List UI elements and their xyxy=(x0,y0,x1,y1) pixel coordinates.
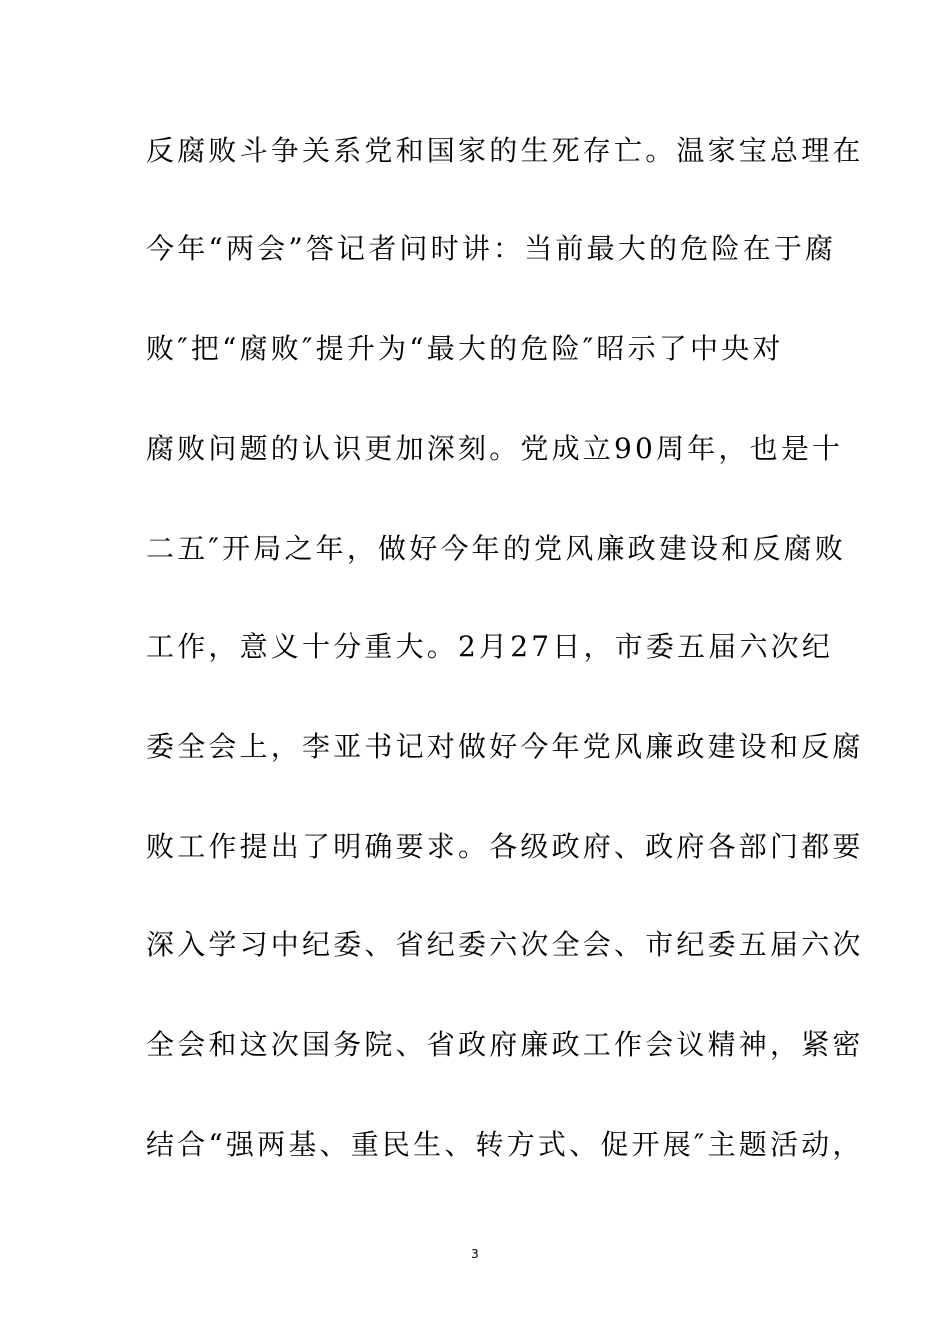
page-number: 3 xyxy=(471,1247,479,1261)
text-line-8: 败工作提出了明确要求。各级政府、政府各部门都要 xyxy=(146,830,864,863)
text-line-7: 委全会上，李亚书记对做好今年党风廉政建设和反腐 xyxy=(146,730,864,763)
text-line-6: 工作，意义十分重大。2月27日，市委五届六次纪 xyxy=(146,630,834,663)
text-line-4: 腐败问题的认识更加深刻。党成立90周年，也是十 xyxy=(146,432,844,465)
text-line-9: 深入学习中纪委、省纪委六次全会、市纪委五届六次 xyxy=(146,928,864,961)
text-line-1: 反腐败斗争关系党和国家的生死存亡。温家宝总理在 xyxy=(146,134,864,167)
text-line-3: 败″把“腐败″提升为“最大的危险″昭示了中央对 xyxy=(146,332,784,365)
text-line-2: 今年“两会”答记者问时讲：当前最大的危险在于腐 xyxy=(146,232,837,265)
text-line-10: 全会和这次国务院、省政府廉政工作会议精神，紧密 xyxy=(146,1028,864,1061)
text-line-11: 结合“强两基、重民生、转方式、促开展″主题活动， xyxy=(146,1128,864,1161)
text-line-5: 二五″开局之年，做好今年的党风廉政建设和反腐败 xyxy=(146,532,847,565)
